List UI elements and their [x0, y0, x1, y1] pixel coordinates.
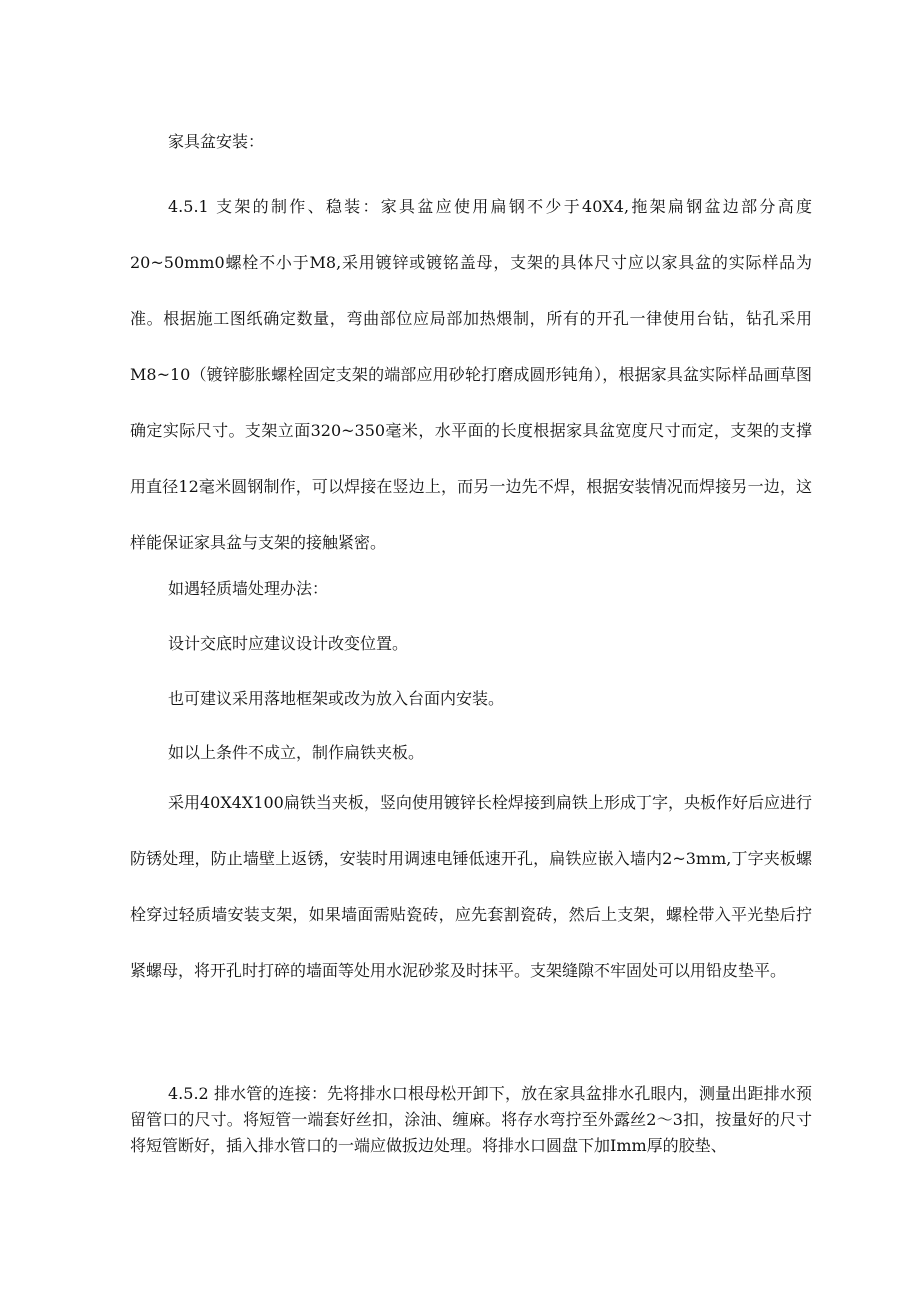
paragraph-clamp: 采用40X4X100扁铁当夹板，竖向使用镀锌长栓焊接到扁铁上形成丁字，央板作好后应进行防锈处理，防止墙壁上返锈，安装时用调速电锤低速开孔，扁铁应嵌入墙内2~3mm,丁字夹板螺栓穿过轻质墙安装支架，如果墙面需贴瓷砖，应先套割瓷砖，然后上支架，螺栓带入平光垫后拧紧螺母，将开孔时打碎的墙面等处用水泥砂浆及时抹平。支架缝隙不牢固处可以用铅皮垫平。 — [130, 793, 812, 980]
light-wall-item-1: 设计交底时应建议设计改变位置。 — [168, 634, 409, 653]
light-wall-title: 如遇轻质墙处理办法： — [168, 579, 329, 598]
section-heading: 家具盆安装： — [168, 132, 265, 151]
paragraph-4-5-1: 4.5.1 支架的制作、稳装：家具盆应使用扁钢不少于40X4,拖架扁钢盆边部分高度20~50mm0螺栓不小于M8,采用镀锌或镀铭盖母，支架的具体尺寸应以家具盆的实际样品为准。根据施工图纸确定数量，弯曲部位应局部加热煨制，所有的开孔一律使用台钻，钻孔采用M8~10（镀锌膨胀螺栓固定支架的端部应用砂轮打磨成圆形钝角），根据家具盆实际样品画草图确定实际尺寸。支架立面320~350毫米，水平面的长度根据家具盆宽度尺寸而定，支架的支撑用直径12毫米圆钢制作，可以焊接在竖边上，而另一边先不焊，根据安装情况而焊接另一边，这样能保证家具盆与支架的接触紧密。 — [130, 197, 812, 552]
light-wall-item-2: 也可建议采用落地框架或改为放入台面内安装。 — [168, 689, 505, 708]
paragraph-4-5-2: 4.5.2 排水管的连接：先将排水口根母松开卸下，放在家具盆排水孔眼内，测量出距排水预留管口的尺寸。将短管一端套好丝扣，涂油、缠麻。将存水弯拧至外露丝2〜3扣，按量好的尺寸将短管断好，插入排水管口的一端应做扳边处理。将排水口圆盘下加Imm厚的胶垫、 — [130, 1084, 812, 1155]
light-wall-item-3: 如以上条件不成立，制作扁铁夹板。 — [168, 743, 425, 762]
